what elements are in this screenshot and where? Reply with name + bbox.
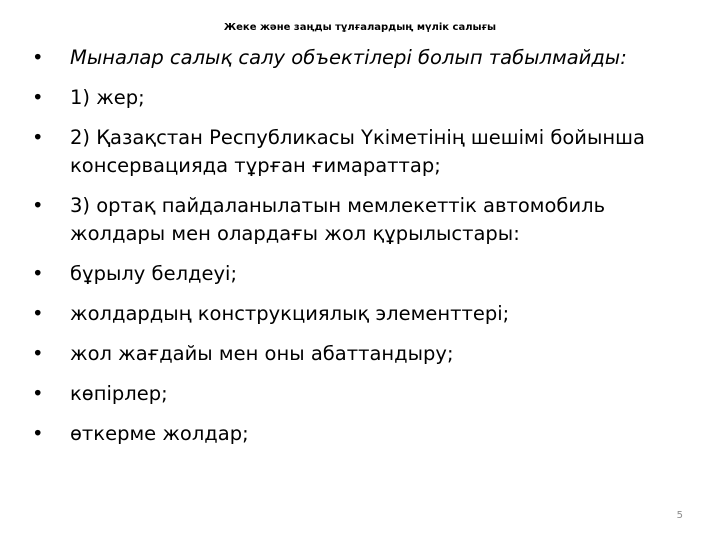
- bullet-item: [32, 260, 652, 288]
- bullet-item: [32, 420, 652, 448]
- bullet-text: көпірлер;: [70, 382, 168, 405]
- bullet-dot-icon: •: [32, 382, 44, 405]
- bullet-text: 1) жер;: [70, 86, 145, 109]
- bullet-dot-icon: •: [32, 342, 44, 365]
- bullet-dot-icon: •: [32, 46, 44, 69]
- slide-title: Жеке және заңды тұлғалардың мүлік салығы: [223, 22, 497, 33]
- bullet-text: Мыналар салық салу объектілері болып табылмайды:: [70, 46, 627, 69]
- bullet-text: өткерме жолдар;: [70, 422, 249, 445]
- bullet-item: [32, 124, 652, 180]
- bullet-text: 2) Қазақстан Республикасы Үкіметінің шешімі бойынша консервацияда тұрған ғимараттар;: [70, 126, 645, 177]
- bullet-text: жолдардың конструкциялық элементтері;: [70, 302, 510, 325]
- bullet-dot-icon: •: [32, 262, 44, 285]
- bullet-item: [32, 300, 652, 328]
- bullet-text: 3) ортақ пайдаланылатын мемлекеттік автомобиль жолдары мен олардағы жол құрылыстары:: [70, 194, 606, 245]
- bullet-dot-icon: •: [32, 126, 44, 149]
- bullet-list: [32, 44, 652, 448]
- bullet-text: бұрылу белдеуі;: [70, 262, 238, 285]
- bullet-dot-icon: •: [32, 302, 44, 325]
- bullet-item: [32, 84, 652, 112]
- page-number: 5: [676, 510, 683, 521]
- bullet-item: [32, 44, 652, 72]
- bullet-item: [32, 380, 652, 408]
- bullet-item: [32, 340, 652, 368]
- bullet-text: жол жағдайы мен оны абаттандыру;: [70, 342, 454, 365]
- bullet-item: [32, 192, 652, 248]
- bullet-dot-icon: •: [32, 86, 44, 109]
- bullet-dot-icon: •: [32, 194, 44, 217]
- bullet-dot-icon: •: [32, 422, 44, 445]
